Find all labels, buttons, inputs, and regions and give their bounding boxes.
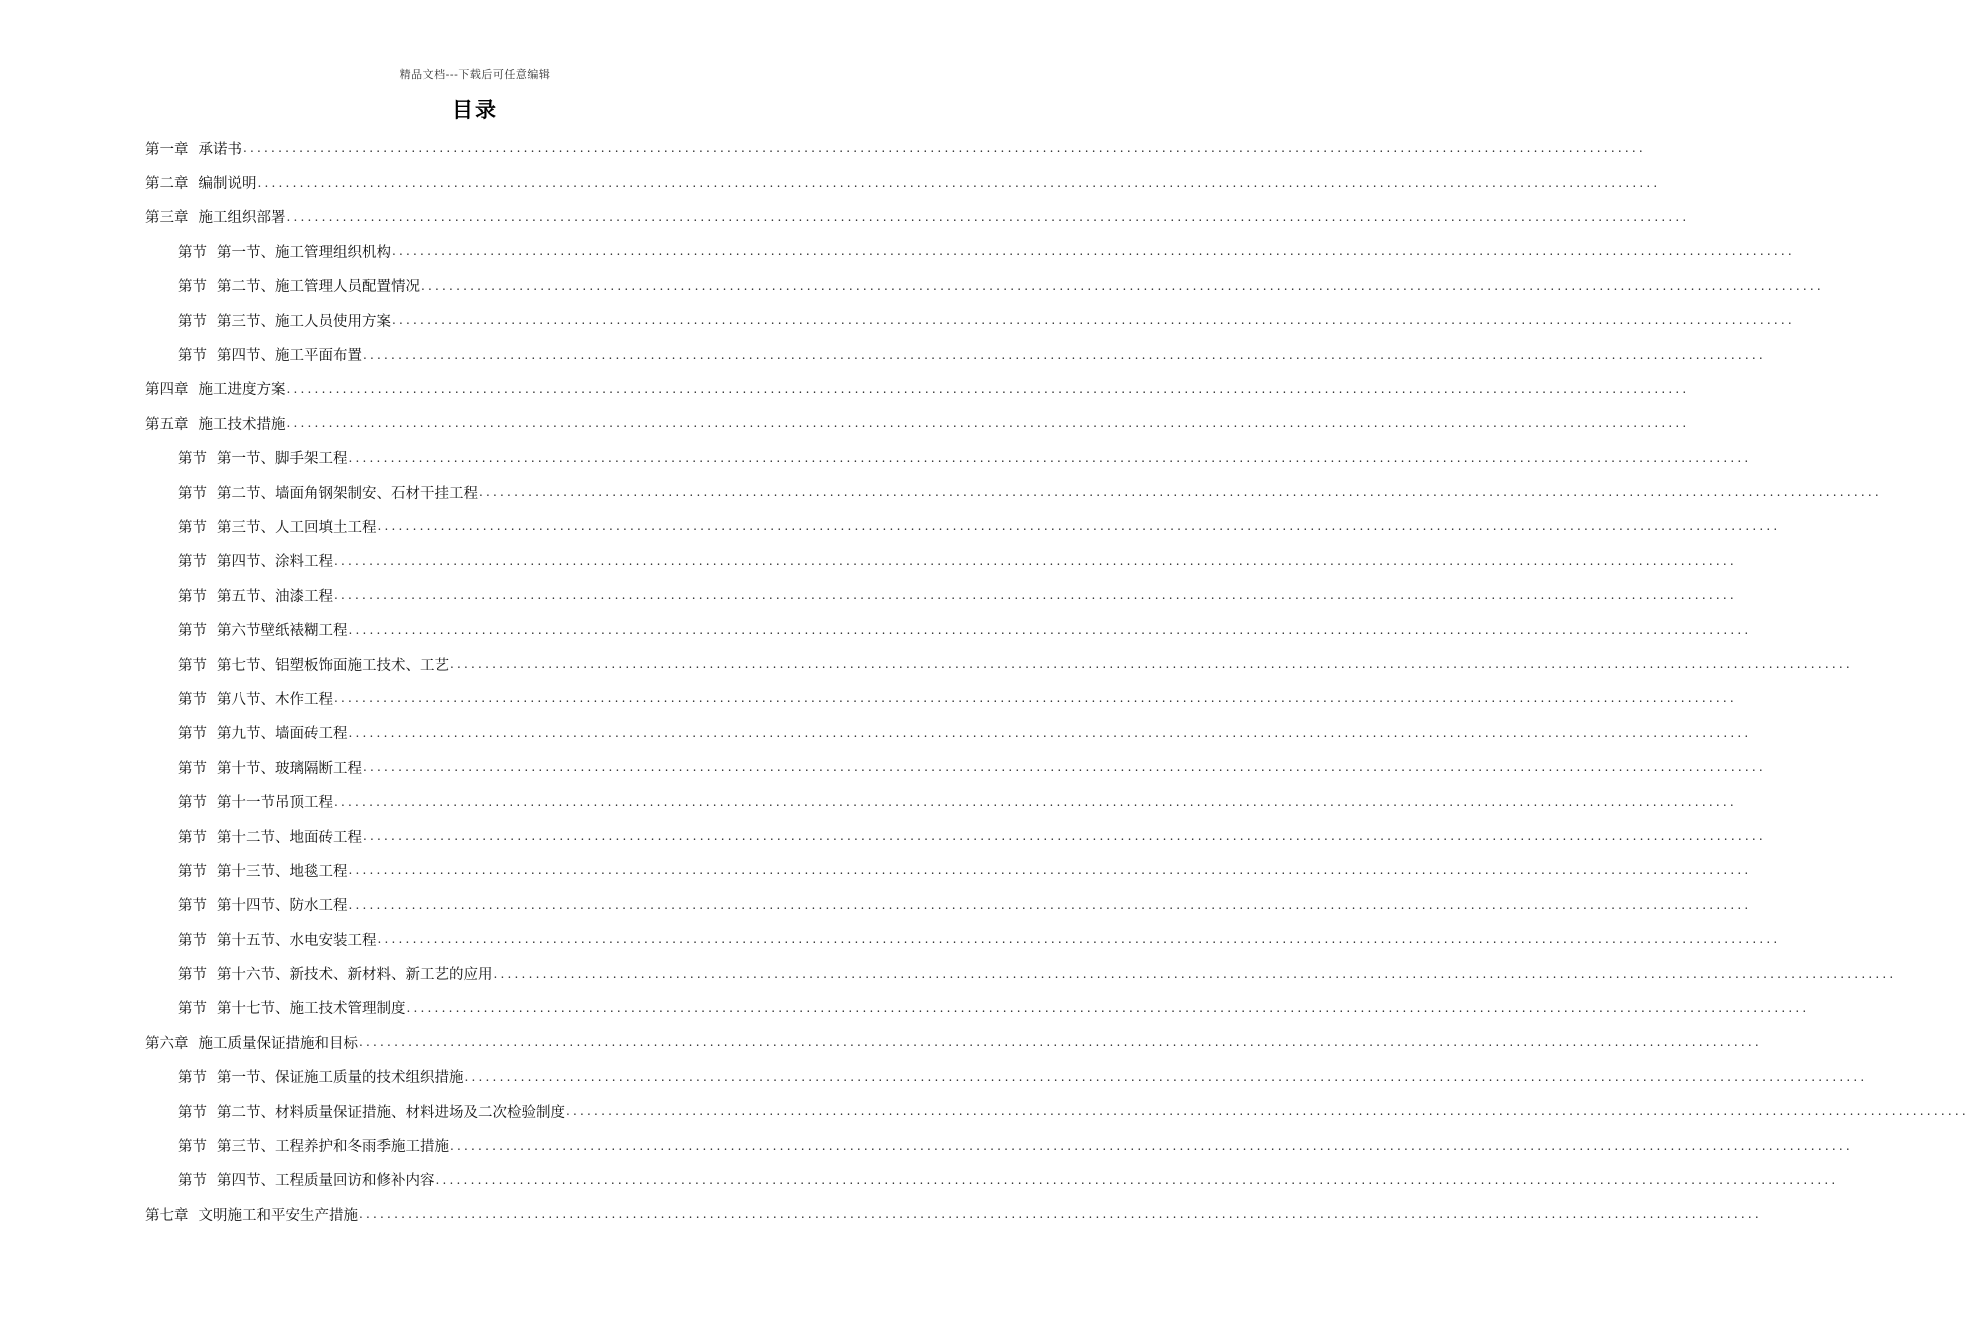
toc-entry-text: 第十二节、地面砖工程 bbox=[217, 829, 362, 846]
dot-leader: ........................................................................................................................................................................................................ bbox=[286, 416, 1690, 431]
toc-entry[interactable] bbox=[145, 544, 1737, 578]
toc-entry-prefix: 第节 bbox=[178, 313, 207, 330]
toc-entry-text: 第三节、施工人员使用方案 bbox=[217, 313, 391, 330]
toc-entry[interactable] bbox=[145, 234, 1795, 268]
dot-leader: ........................................................................................................................................................................................................ bbox=[392, 244, 1795, 259]
dot-leader: ........................................................................................................................................................................................................ bbox=[286, 209, 1690, 224]
dot-leader: ........................................................................................................................................................................................................ bbox=[493, 966, 1897, 981]
toc-entry-text: 第三节、人工回填土工程 bbox=[217, 519, 377, 536]
dot-leader: ........................................................................................................................................................................................................ bbox=[348, 863, 1752, 878]
dot-leader: ........................................................................................................................................................................................................ bbox=[377, 519, 1781, 534]
toc-entry[interactable] bbox=[145, 200, 1690, 234]
toc-entry[interactable] bbox=[145, 1025, 1762, 1059]
header-note: 精品文档---下载后可任意编辑 bbox=[399, 68, 551, 81]
toc-entry[interactable] bbox=[145, 612, 1752, 646]
toc-entry-text: 第四节、施工平面布置 bbox=[217, 348, 362, 365]
toc-entry-text: 第四节、工程质量回访和修补内容 bbox=[217, 1173, 435, 1190]
dot-leader: ........................................................................................................................................................................................................ bbox=[348, 725, 1752, 740]
dot-leader: ........................................................................................................................................................................................................ bbox=[363, 829, 1766, 843]
toc-entry[interactable] bbox=[145, 750, 1766, 784]
toc-entry-prefix: 第七章 bbox=[145, 1207, 189, 1224]
dot-leader: ........................................................................................................................................................................................................ bbox=[377, 932, 1781, 947]
toc-entry-text: 第二节、墙面角钢架制安、石材干挂工程 bbox=[217, 485, 478, 502]
dot-leader: ........................................................................................................................................................................................................ bbox=[464, 1069, 1868, 1084]
toc-entry-prefix: 第节 bbox=[178, 554, 207, 571]
toc-entry-text: 编制说明 bbox=[198, 176, 257, 193]
toc-entry-text: 施工技术措施 bbox=[198, 416, 286, 433]
toc-entry-prefix: 第节 bbox=[178, 485, 207, 502]
toc-entry[interactable] bbox=[145, 888, 1752, 922]
dot-leader: ........................................................................................................................................................................................................ bbox=[334, 794, 1737, 809]
dot-leader: ........................................................................................................................................................................................................ bbox=[392, 313, 1795, 328]
toc-entry-text: 第十六节、新技术、新材料、新工艺的应用 bbox=[217, 967, 493, 984]
dot-leader: ........................................................................................................................................................................................................ bbox=[348, 450, 1752, 465]
toc-entry-prefix: 第节 bbox=[178, 760, 207, 777]
toc-entry-prefix: 第五章 bbox=[145, 416, 189, 433]
toc-entry[interactable] bbox=[145, 819, 1766, 853]
dot-leader: ........................................................................................................................................................................................................ bbox=[243, 141, 1646, 156]
dot-leader: ........................................................................................................................................................................................................ bbox=[359, 1035, 1762, 1050]
toc-entry[interactable] bbox=[145, 1163, 1839, 1197]
toc-entry[interactable] bbox=[145, 681, 1737, 715]
dot-leader: ........................................................................................................................................................................................................ bbox=[421, 278, 1824, 293]
dot-leader: ........................................................................................................................................................................................................ bbox=[363, 760, 1766, 775]
toc-entry-prefix: 第节 bbox=[178, 279, 207, 296]
dot-leader: ........................................................................................................................................................................................................ bbox=[435, 1172, 1839, 1187]
toc-entry-prefix: 第二章 bbox=[145, 176, 189, 193]
toc-entry-text: 第一节、保证施工质量的技术组织措施 bbox=[217, 1070, 464, 1087]
dot-leader: ........................................................................................................................................................................................................ bbox=[348, 622, 1752, 637]
toc-entry-prefix: 第节 bbox=[178, 451, 207, 468]
toc-entry-text: 承诺书 bbox=[198, 141, 242, 158]
toc-entry-text: 第七节、铝塑板饰面施工技术、工艺 bbox=[217, 657, 449, 674]
dot-leader: ........................................................................................................................................................................................................ bbox=[348, 897, 1752, 912]
toc-entry-prefix: 第六章 bbox=[145, 1035, 189, 1052]
toc-entry-prefix: 第节 bbox=[178, 795, 207, 812]
toc-entry[interactable] bbox=[145, 475, 1882, 509]
toc-entry-prefix: 第节 bbox=[178, 244, 207, 261]
toc-entry[interactable] bbox=[145, 991, 1810, 1025]
toc-entry-text: 第四节、涂料工程 bbox=[217, 554, 333, 571]
toc-entry[interactable] bbox=[145, 372, 1690, 406]
toc-entry[interactable] bbox=[145, 956, 1897, 990]
toc-entry[interactable] bbox=[145, 269, 1824, 303]
toc-entry-text: 第十三节、地毯工程 bbox=[217, 863, 348, 880]
toc-entry[interactable] bbox=[145, 1128, 1853, 1162]
toc-entry-text: 第八节、木作工程 bbox=[217, 691, 333, 708]
toc-entry-prefix: 第一章 bbox=[145, 141, 189, 158]
toc-entry-prefix: 第节 bbox=[178, 898, 207, 915]
toc-entry[interactable] bbox=[145, 509, 1781, 543]
toc-entry[interactable] bbox=[145, 578, 1737, 612]
toc-entry-text: 第十一节吊顶工程 bbox=[217, 795, 333, 812]
toc-entry-text: 施工质量保证措施和目标 bbox=[198, 1035, 358, 1052]
toc-entry[interactable] bbox=[145, 1060, 1868, 1094]
dot-leader: ........................................................................................................................................................................................................ bbox=[363, 347, 1766, 362]
toc-entry[interactable] bbox=[145, 784, 1737, 818]
dot-leader: ........................................................................................................................................................................................................ bbox=[286, 381, 1690, 396]
dot-leader: ........................................................................................................................................................................................................ bbox=[257, 175, 1661, 190]
dot-leader: ........................................................................................................................................................................................................ bbox=[406, 1000, 1810, 1015]
toc-entry[interactable] bbox=[145, 165, 1661, 199]
dot-leader: ........................................................................................................................................................................................................ bbox=[334, 553, 1737, 568]
dot-leader: ........................................................................................................................................................................................................ bbox=[334, 691, 1737, 706]
toc-entry[interactable] bbox=[145, 922, 1781, 956]
toc-entry[interactable] bbox=[145, 647, 1853, 681]
toc-entry-prefix: 第节 bbox=[178, 1104, 207, 1121]
dot-leader: ........................................................................................................................................................................................................ bbox=[359, 1207, 1762, 1222]
toc-entry-prefix: 第节 bbox=[178, 863, 207, 880]
toc-entry-text: 第十节、玻璃隔断工程 bbox=[217, 760, 362, 777]
toc-entry-prefix: 第节 bbox=[178, 829, 207, 846]
toc-entry-prefix: 第节 bbox=[178, 519, 207, 536]
toc-entry-prefix: 第节 bbox=[178, 348, 207, 365]
toc-entry-prefix: 第节 bbox=[178, 1070, 207, 1087]
toc-entry-text: 第一节、脚手架工程 bbox=[217, 451, 348, 468]
toc-entry-prefix: 第节 bbox=[178, 588, 207, 605]
dot-leader: ........................................................................................................................................................................................................ bbox=[566, 1104, 1969, 1119]
toc-entry-text: 第十四节、防水工程 bbox=[217, 898, 348, 915]
dot-leader: ........................................................................................................................................................................................................ bbox=[479, 485, 1882, 500]
page-title: 目录 bbox=[452, 98, 498, 122]
toc-entry-prefix: 第节 bbox=[178, 726, 207, 743]
toc-entry-text: 第三节、工程养护和冬雨季施工措施 bbox=[217, 1139, 449, 1156]
toc-entry[interactable] bbox=[145, 441, 1752, 475]
toc-entry-text: 施工组织部署 bbox=[198, 210, 286, 227]
toc-entry-prefix: 第节 bbox=[178, 657, 207, 674]
toc-entry[interactable] bbox=[145, 303, 1795, 337]
toc-entry-text: 第二节、施工管理人员配置情况 bbox=[217, 279, 420, 296]
dot-leader: ........................................................................................................................................................................................................ bbox=[450, 1138, 1853, 1153]
toc-entry-text: 第五节、油漆工程 bbox=[217, 588, 333, 605]
toc-entry-text: 第二节、材料质量保证措施、材料进场及二次检验制度 bbox=[217, 1104, 565, 1121]
dot-leader: ........................................................................................................................................................................................................ bbox=[450, 657, 1853, 672]
toc-entry-prefix: 第节 bbox=[178, 1001, 207, 1018]
toc-entry-prefix: 第节 bbox=[178, 1139, 207, 1156]
toc-entry-text: 第六节壁纸裱糊工程 bbox=[217, 623, 348, 640]
toc-entry-prefix: 第节 bbox=[178, 932, 207, 949]
toc-entry[interactable] bbox=[145, 1197, 1762, 1231]
toc-entry[interactable] bbox=[145, 716, 1752, 750]
table-of-contents bbox=[145, 131, 1969, 1232]
toc-entry-prefix: 第节 bbox=[178, 1173, 207, 1190]
toc-entry-text: 文明施工和平安生产措施 bbox=[198, 1207, 358, 1224]
toc-entry-prefix: 第节 bbox=[178, 967, 207, 984]
toc-entry[interactable] bbox=[145, 1094, 1969, 1128]
toc-entry[interactable] bbox=[145, 406, 1690, 440]
toc-entry[interactable] bbox=[145, 337, 1766, 371]
toc-entry-text: 施工进度方案 bbox=[198, 382, 286, 399]
toc-entry-text: 第九节、墙面砖工程 bbox=[217, 726, 348, 743]
toc-entry-prefix: 第节 bbox=[178, 623, 207, 640]
toc-entry-text: 第一节、施工管理组织机构 bbox=[217, 244, 391, 261]
toc-entry-prefix: 第节 bbox=[178, 691, 207, 708]
toc-entry[interactable] bbox=[145, 853, 1752, 887]
toc-entry-prefix: 第三章 bbox=[145, 210, 189, 227]
toc-entry-text: 第十七节、施工技术管理制度 bbox=[217, 1001, 406, 1018]
toc-entry-text: 第十五节、水电安装工程 bbox=[217, 932, 377, 949]
dot-leader: ........................................................................................................................................................................................................ bbox=[334, 588, 1737, 603]
toc-entry-prefix: 第四章 bbox=[145, 382, 189, 399]
toc-entry[interactable] bbox=[145, 131, 1646, 165]
